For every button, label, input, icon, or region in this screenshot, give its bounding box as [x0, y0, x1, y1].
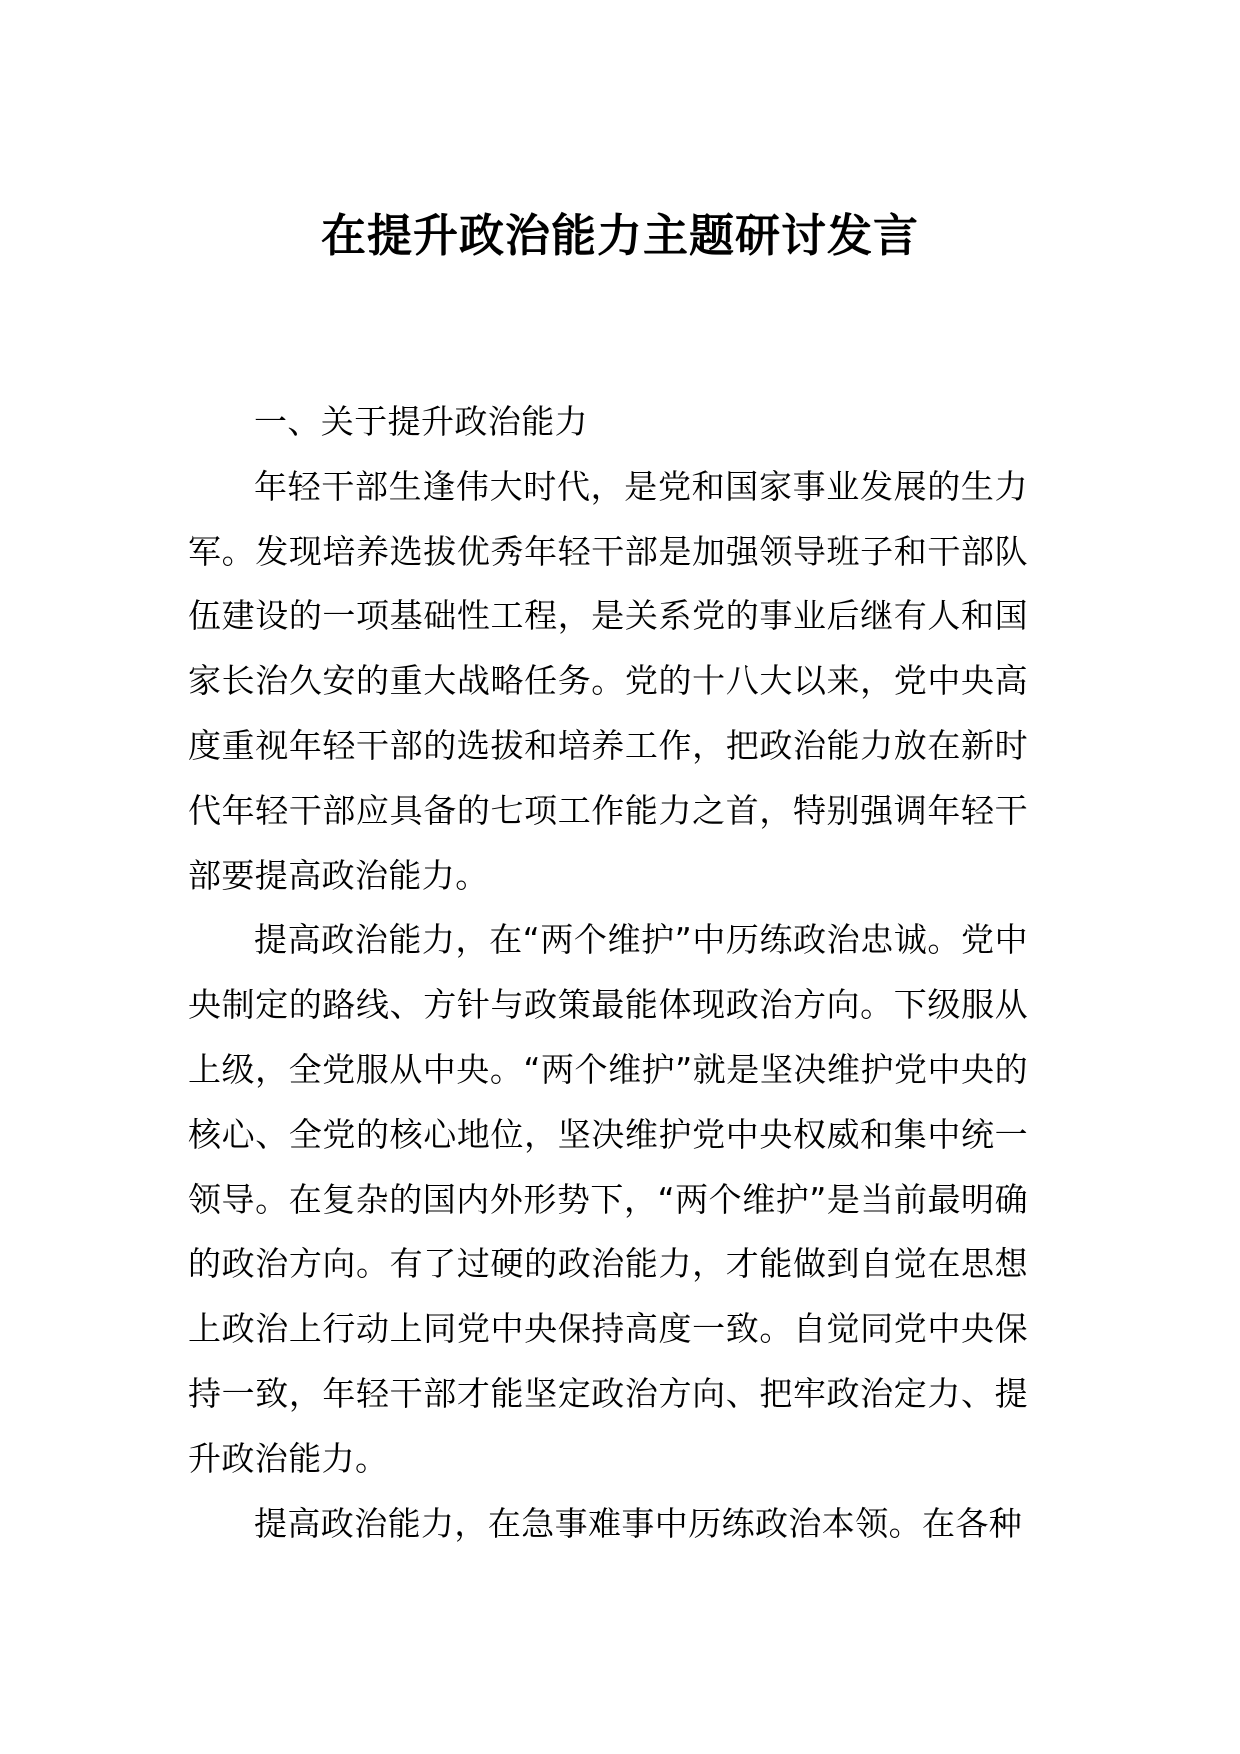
paragraph: 提高政治能力，在“两个维护”中历练政治忠诚。党中央制定的路线、方针与政策最能体现政治方向。下级服从上级，全党服从中央。“两个维护”就是坚决维护党中央的核心、全党的核心地位，坚决维护党中央权威和集中统一领导。在复杂的国内外形势下，“两个维护”是当前最明确的政治方向。有了过硬的政治能力，才能做到自觉在思想上政治上行动上同党中央保持高度一致。自觉同党中央保持一致，年轻干部才能坚定政治方向、把牢政治定力、提升政治能力。	[188, 920, 1028, 1478]
section-heading: 一、关于提升政治能力	[254, 402, 588, 441]
document-body	[188, 390, 1028, 1556]
paragraph: 年轻干部生逢伟大时代，是党和国家事业发展的生力军。发现培养选拔优秀年轻干部是加强领导班子和干部队伍建设的一项基础性工程，是关系党的事业后继有人和国家长治久安的重大战略任务。党的十八大以来，党中央高度重视年轻干部的选拔和培养工作，把政治能力放在新时代年轻干部应具备的七项工作能力之首，特别强调年轻干部要提高政治能力。	[188, 466, 1028, 895]
paragraph: 提高政治能力，在急事难事中历练政治本领。在各种	[254, 1503, 1023, 1543]
document-title: 在提升政治能力主题研讨发言	[320, 209, 919, 262]
